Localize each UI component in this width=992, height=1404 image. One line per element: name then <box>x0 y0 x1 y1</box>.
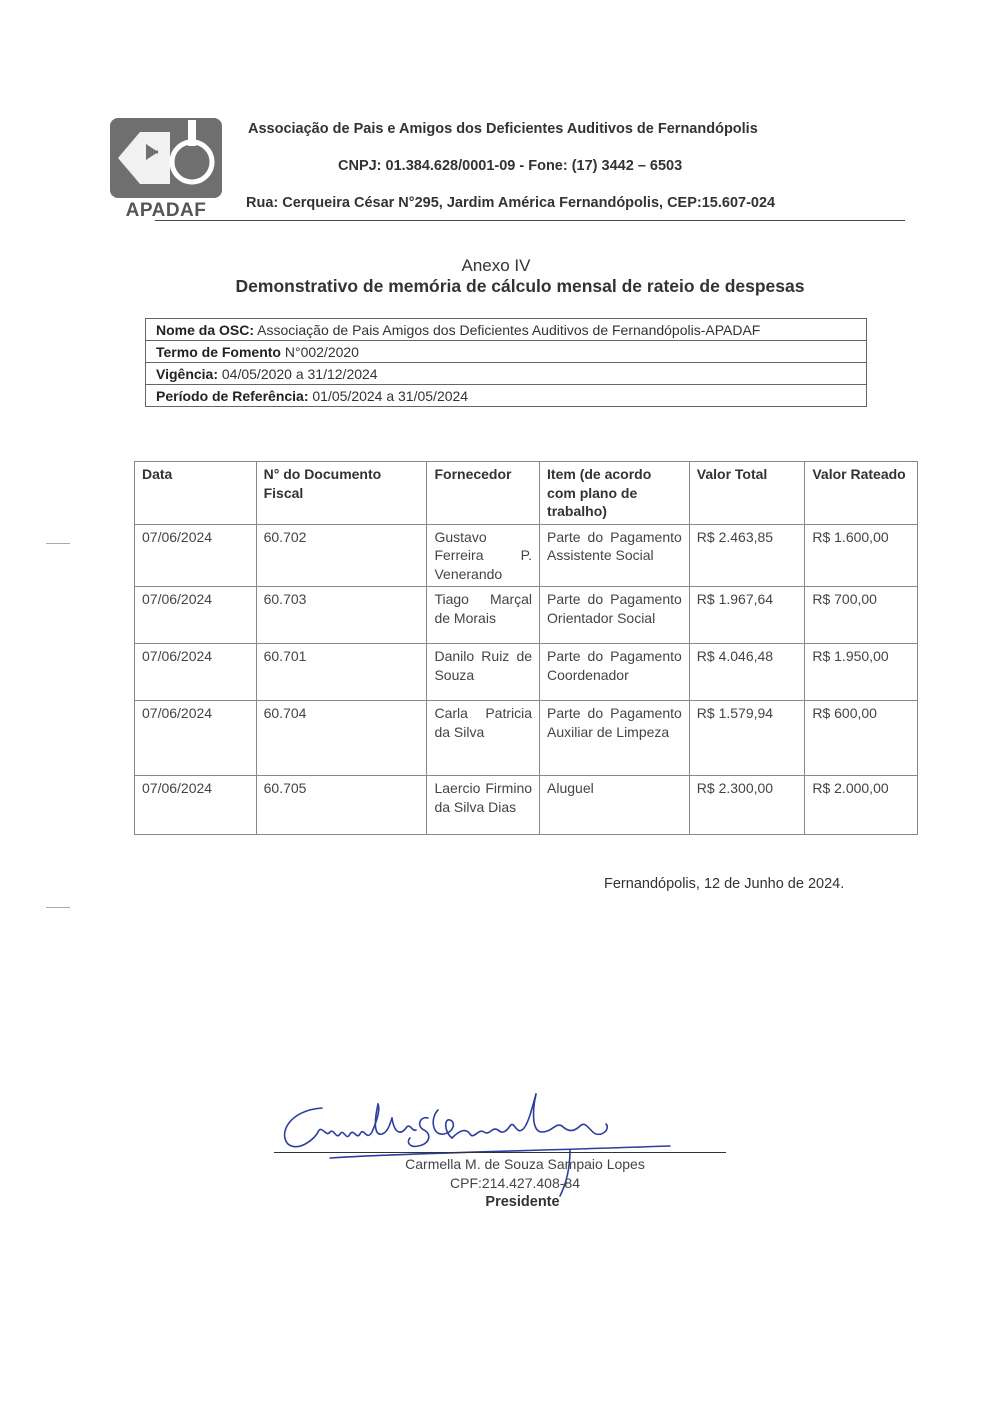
cell-item: Parte do Pagamento Assistente Social <box>540 524 690 587</box>
cell-item: Parte do Pagamento Coordenador <box>540 644 690 701</box>
logo-emblem <box>110 118 222 198</box>
table-row <box>135 524 918 587</box>
document-subtitle: Demonstrativo de memória de cálculo mensal de rateio de despesas <box>235 276 805 296</box>
cell-data: 07/06/2024 <box>135 524 257 587</box>
info-osc <box>146 319 866 341</box>
info-termo <box>146 341 866 363</box>
vigencia-label: Vigência: <box>156 366 218 382</box>
table-header-row <box>135 462 918 525</box>
col-header-fornecedor: Fornecedor <box>427 462 540 525</box>
org-name: Associação de Pais e Amigos dos Deficientes Auditivos de Fernandópolis <box>248 121 758 137</box>
table-row <box>135 644 918 701</box>
expense-table <box>134 461 918 835</box>
info-periodo <box>146 385 866 406</box>
col-header-item: Item (de acordo com plano de trabalho) <box>540 462 690 525</box>
col-header-documento: N° do Documento Fiscal <box>256 462 427 525</box>
annex-title: Anexo IV <box>461 256 531 275</box>
vigencia-value: 04/05/2020 a 31/12/2024 <box>218 366 378 382</box>
cell-valor-rateado: R$ 600,00 <box>805 701 918 776</box>
cell-data: 07/06/2024 <box>135 701 257 776</box>
osc-label: Nome da OSC: <box>156 322 255 338</box>
cell-item: Parte do Pagamento Auxiliar de Limpeza <box>540 701 690 776</box>
table-row <box>135 776 918 835</box>
header-divider <box>155 220 905 221</box>
cell-valor-total: R$ 2.300,00 <box>689 776 805 835</box>
table-row <box>135 587 918 644</box>
cell-valor-total: R$ 1.967,64 <box>689 587 805 644</box>
punch-mark <box>46 543 70 544</box>
periodo-label: Período de Referência: <box>156 388 309 404</box>
table-row <box>135 701 918 776</box>
cell-data: 07/06/2024 <box>135 587 257 644</box>
info-vigencia <box>146 363 866 385</box>
signature-line <box>274 1152 726 1153</box>
signer-cpf: CPF:214.427.408-84 <box>450 1175 580 1191</box>
col-header-data: Data <box>135 462 257 525</box>
cell-fornecedor: Tiago Marçal de Morais <box>427 587 540 644</box>
info-box <box>145 318 867 407</box>
cell-valor-rateado: R$ 1.950,00 <box>805 644 918 701</box>
termo-label: Termo de Fomento <box>156 344 281 360</box>
termo-value: N°002/2020 <box>280 344 359 360</box>
cell-valor-rateado: R$ 2.000,00 <box>805 776 918 835</box>
col-header-valor-rateado: Valor Rateado <box>805 462 918 525</box>
cell-valor-rateado: R$ 1.600,00 <box>805 524 918 587</box>
periodo-value: 01/05/2024 a 31/05/2024 <box>308 388 469 404</box>
logo-text: APADAF <box>125 200 207 221</box>
signer-name: Carmella M. de Souza Sampaio Lopes <box>405 1156 645 1172</box>
cell-valor-rateado: R$ 700,00 <box>805 587 918 644</box>
cell-data: 07/06/2024 <box>135 776 257 835</box>
osc-value: Associação de Pais Amigos dos Deficientes Auditivos de Fernandópolis-APADAF <box>254 322 761 338</box>
cell-item: Aluguel <box>540 776 690 835</box>
org-address: Rua: Cerqueira César N°295, Jardim América Fernandópolis, CEP:15.607-024 <box>246 195 776 211</box>
cell-fornecedor: Laercio Firmino da Silva Dias <box>427 776 540 835</box>
place-date: Fernandópolis, 12 de Junho de 2024. <box>604 876 845 892</box>
cell-documento: 60.702 <box>256 524 427 587</box>
col-header-valor-total: Valor Total <box>689 462 805 525</box>
punch-mark <box>46 907 70 908</box>
cell-data: 07/06/2024 <box>135 644 257 701</box>
cell-valor-total: R$ 2.463,85 <box>689 524 805 587</box>
org-contact: CNPJ: 01.384.628/0001-09 - Fone: (17) 3442 – 6503 <box>338 158 683 174</box>
signer-role: Presidente <box>485 1194 560 1210</box>
cell-fornecedor: Carla Patricia da Silva <box>427 701 540 776</box>
cell-fornecedor: Danilo Ruiz de Souza <box>427 644 540 701</box>
apadaf-logo <box>108 118 224 222</box>
cell-documento: 60.703 <box>256 587 427 644</box>
cell-documento: 60.701 <box>256 644 427 701</box>
cell-item: Parte do Pagamento Orientador Social <box>540 587 690 644</box>
cell-valor-total: R$ 4.046,48 <box>689 644 805 701</box>
cell-documento: 60.704 <box>256 701 427 776</box>
cell-valor-total: R$ 1.579,94 <box>689 701 805 776</box>
cell-fornecedor: Gustavo Ferreira P. Venerando <box>427 524 540 587</box>
cell-documento: 60.705 <box>256 776 427 835</box>
